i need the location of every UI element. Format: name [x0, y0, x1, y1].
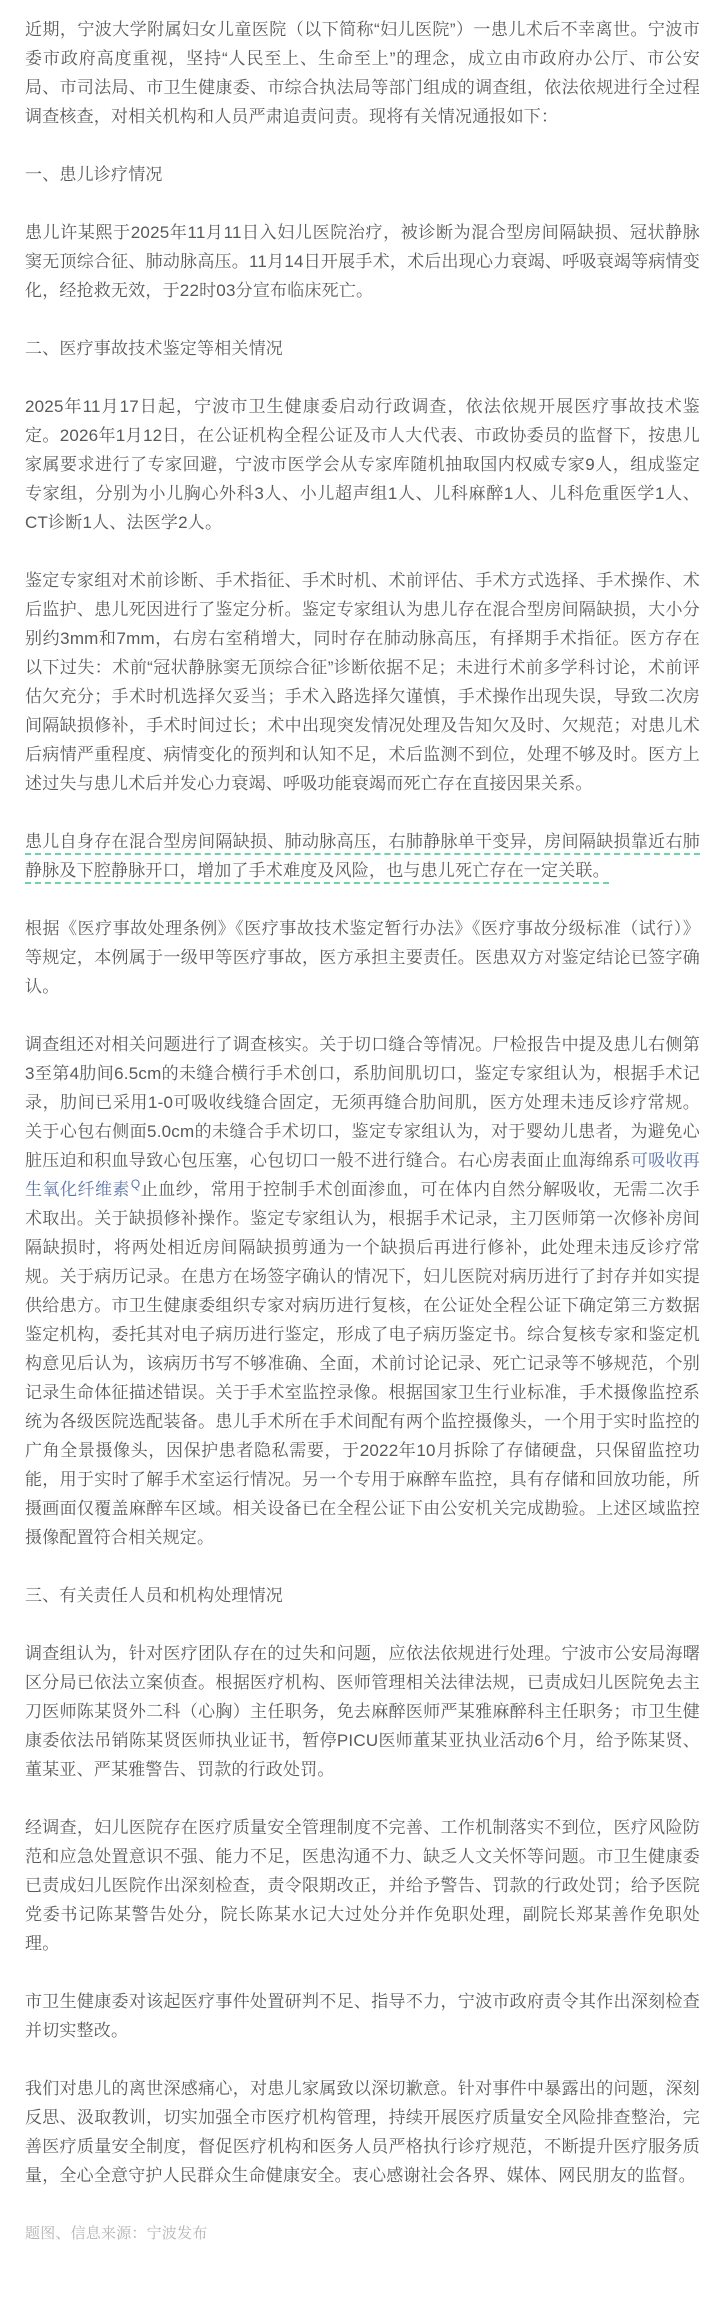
apology-closing-paragraph: 我们对患儿的离世深感痛心，对患儿家属致以深切歉意。针对事件中暴露出的问题，深刻反思、汲取教训，切实加强全市医疗机构管理，持续开展医疗质量安全风险排查整治，完善医疗质量安全制度，督促医疗机构和医务人员严格执行诊疗规范，不断提升医疗服务质量，全心全意守护人民群众生命健康安全。衷心感谢社会各界、媒体、网民朋友的监督。 [25, 2079, 700, 2185]
entity-link-label: 可吸收再生氧化纤维素 [25, 1151, 700, 1199]
patient-treatment-paragraph: 患儿许某熙于2025年11月11日入妇儿医院治疗，被诊断为混合型房间隔缺损、冠状静脉窦无顶综合征、肺动脉高压。11月14日开展手术，术后出现心力衰竭、呼吸衰竭等病情变化，经抢救无效，于22时03分宣布临床死亡。 [25, 223, 700, 300]
investigation-verification-paragraph [25, 1030, 700, 1552]
intro-paragraph: 近期，宁波大学附属妇女儿童医院（以下简称“妇儿医院”）一患儿术后不幸离世。宁波市委市政府高度重视，坚持“人民至上、生命至上”的理念，成立由市政府办公厅、市公安局、市司法局、市卫生健康委、市综合执法局等部门组成的调查组，依法依规进行全过程调查核查，对相关机构和人员严肃追责问责。现将有关情况通报如下： [25, 20, 700, 126]
green-dashed-underline-text: 患儿自身存在混合型房间隔缺损、肺动脉高压，右肺静脉单干变异，房间隔缺损靠近右肺静脉及下腔静脉开口，增加了手术难度及风险，也与患儿死亡存在一定关联。 [25, 832, 700, 880]
verification-text-after-link: 止血纱，常用于控制手术创面渗血，可在体内自然分解吸收，无需二次手术取出。关于缺损修补操作。鉴定专家组认为，根据手术记录，主刀医师第一次修补房间隔缺损时，将两处相近房间隔缺损剪通为一个缺损后再进行修补，此处理未违反诊疗常规。关于病历记录。在患方在场签字确认的情况下，妇儿医院对病历进行了封存并如实提供给患方。市卫生健康委组织专家对病历进行复核，在公证处全程公证下确定第三方数据鉴定机构，委托其对电子病历进行鉴定，形成了电子病历鉴定书。综合复核专家和鉴定机构意见后认为，该病历书写不够准确、全面，术前讨论记录、死亡记录等不够规范，个别记录生命体征描述错误。关于手术室监控录像。根据国家卫生行业标准，手术摄像监控系统为各级医院选配装备。患儿手术所在手术间配有两个监控摄像头，一个用于实时监控的广角全景摄像头，因保护患者隐私需要，于2022年10月拆除了存储硬盘，只保留监控功能，用于实时了解手术室运行情况。另一个专用于麻醉车监控，具有存储和回放功能，所摄画面仅覆盖麻醉车区域。相关设备已在全程公证下由公安机关完成勘验。上述区域监控摄像配置符合相关规定。 [25, 1180, 700, 1547]
source-attribution: 题图、信息来源：宁波发布 [25, 2225, 208, 2242]
accident-grading-paragraph: 根据《医疗事故处理条例》《医疗事故技术鉴定暂行办法》《医疗事故分级标准（试行）》等规定，本例属于一级甲等医疗事故，医方承担主要责任。医患双方对鉴定结论已签字确认。 [25, 919, 700, 996]
section-1-heading: 一、患儿诊疗情况 [25, 165, 163, 184]
section-2-heading: 二、医疗事故技术鉴定等相关情况 [25, 339, 283, 358]
appraisal-findings-paragraph: 鉴定专家组对术前诊断、手术指征、手术时机、术前评估、手术方式选择、手术操作、术后监护、患儿死因进行了鉴定分析。鉴定专家组认为患儿存在混合型房间隔缺损，大小分别约3mm和7mm，右房右室稍增大，同时存在肺动脉高压，有择期手术指征。医方存在以下过失：术前“冠状静脉窦无顶综合征”诊断依据不足；未进行术前多学科讨论，术前评估欠充分；手术时机选择欠妥当；手术入路选择欠谨慎，手术操作出现失误，导致二次房间隔缺损修补，手术时间过长；术中出现突发情况处理及告知欠及时、欠规范；对患儿术后病情严重程度、病情变化的预判和认知不足，术后监测不到位，处理不够及时。医方上述过失与患儿术后并发心力衰竭、呼吸功能衰竭而死亡存在直接因果关系。 [25, 571, 700, 793]
baike-search-icon: Q [130, 1177, 141, 1192]
personnel-punishment-paragraph: 调查组认为，针对医疗团队存在的过失和问题，应依法依规进行处理。宁波市公安局海曙区分局已依法立案侦查。根据医疗机构、医师管理相关法律法规，已责成妇儿医院免去主刀医师陈某贤外二科（心胸）主任职务，免去麻醉医师严某雅麻醉科主任职务；市卫生健康委依法吊销陈某贤医师执业证书，暂停PICU医师董某亚执业活动6个月，给予陈某贤、董某亚、严某雅警告、罚款的行政处罚。 [25, 1644, 700, 1779]
appraisal-process-paragraph: 2025年11月17日起，宁波市卫生健康委启动行政调查，依法依规开展医疗事故技术鉴定。2026年1月12日，在公证机构全程公证及市人大代表、市政协委员的监督下，按患儿家属要求进行了专家回避，宁波市医学会从专家库随机抽取国内权威专家9人，组成鉴定专家组，分别为小儿胸心外科3人、小儿超声组1人、儿科麻醉1人、儿科危重医学1人、CT诊断1人、法医学2人。 [25, 397, 700, 532]
patient-condition-highlighted-paragraph [25, 827, 700, 885]
section-3-heading: 三、有关责任人员和机构处理情况 [25, 1586, 283, 1605]
verification-text-before-link: 调查组还对相关问题进行了调查核实。关于切口缝合等情况。尸检报告中提及患儿右侧第3至第4肋间6.5cm的未缝合横行手术创口，系肋间肌切口，鉴定专家组认为，根据手术记录，肋间已采用1-0可吸收线缝合固定，无须再缝合肋间肌，医方处理未违反诊疗常规。关于心包右侧面5.0cm的未缝合手术切口，鉴定专家组认为，对于婴幼儿患者，为避免心脏压迫和积血导致心包压塞，心包切口一般不进行缝合。右心房表面止血海绵系 [25, 1035, 700, 1170]
hospital-punishment-paragraph: 经调查，妇儿医院存在医疗质量安全管理制度不完善、工作机制落实不到位，医疗风险防范和应急处置意识不强、能力不足，医患沟通不力、缺乏人文关怀等问题。市卫生健康委已责成妇儿医院作出深刻检查，责令限期改正，并给予警告、罚款的行政处罚；给予医院党委书记陈某警告处分，院长陈某水记大过处分并作免职处理，副院长郑某善作免职处理。 [25, 1818, 700, 1953]
health-commission-accountability-paragraph: 市卫生健康委对该起医疗事件处置研判不足、指导不力，宁波市政府责令其作出深刻检查并切实整改。 [25, 1992, 700, 2040]
